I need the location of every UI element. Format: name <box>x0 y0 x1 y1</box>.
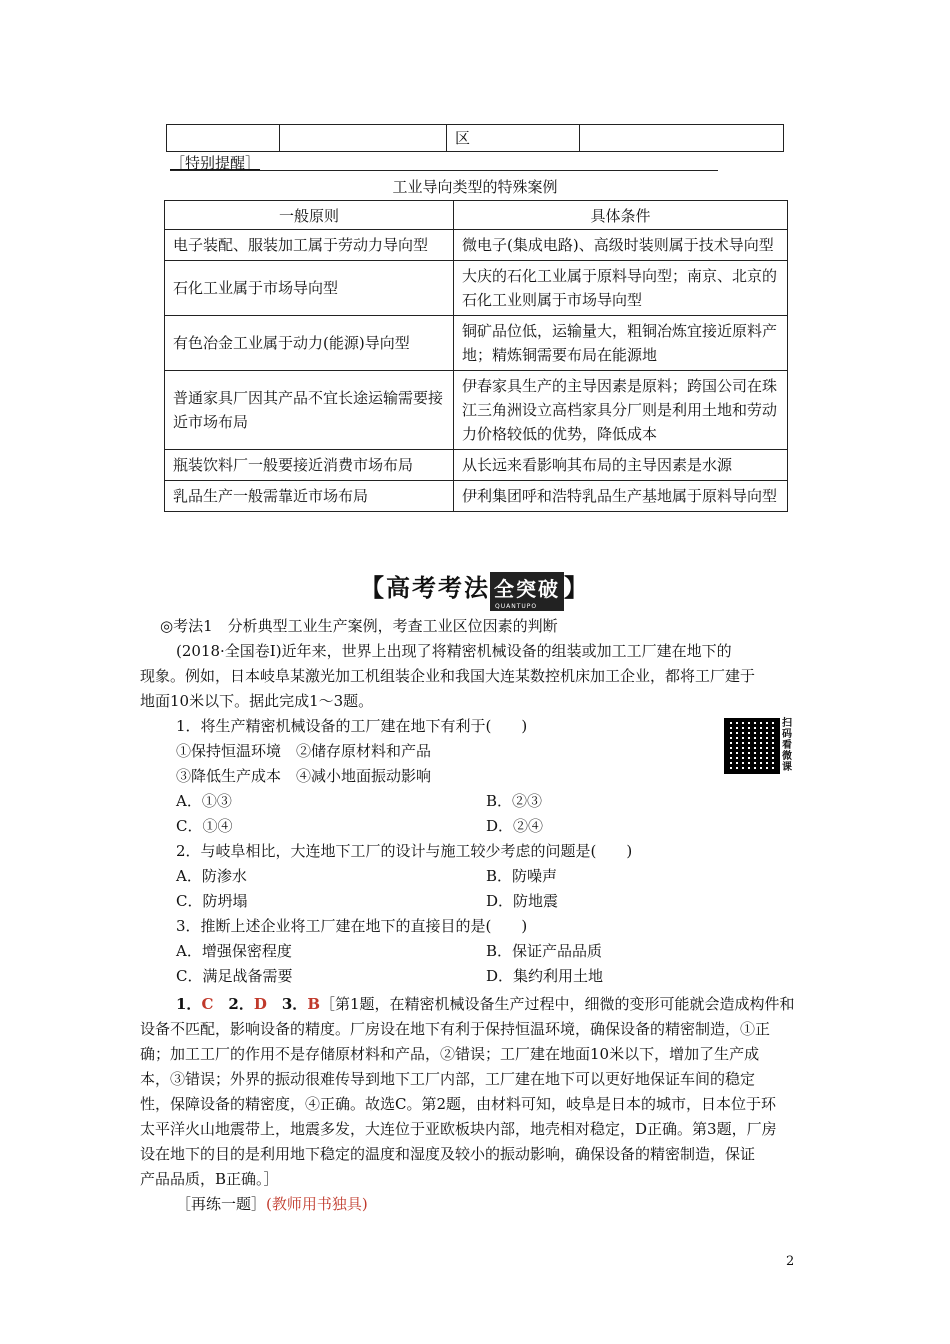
table-cell: 铜矿品位低，运输量大，粗铜冶炼宜接近原料产地；精炼铜需要布局在能源地 <box>454 316 788 371</box>
option-row <box>176 964 820 989</box>
option-a[interactable]: A．增强保密程度 <box>176 942 292 960</box>
question-stem: 2．与岐阜相比，大连地下工厂的设计与施工较少考虑的问题是( ) <box>176 842 633 860</box>
option-row <box>176 789 820 814</box>
table-row <box>165 316 788 371</box>
explanation-line: 确；加工工厂的作用不是存储原材料和产品，②错误；工厂建在地面10米以下，增加了生产成 <box>140 1045 760 1063</box>
option-a[interactable]: A．①③ <box>176 792 232 810</box>
option-a[interactable]: A．防渗水 <box>176 867 247 885</box>
method-section <box>140 614 820 1214</box>
explanation-line: 设备不匹配，影响设备的精度。厂房设在地下有利于保持恒温环境，确保设备的精密制造，①正 <box>140 1020 771 1038</box>
table-row <box>165 261 788 316</box>
option-c[interactable]: C．①④ <box>176 817 233 835</box>
option-b[interactable]: B．②③ <box>486 792 543 810</box>
option-row <box>176 889 820 914</box>
method-title: ◎考法1 分析典型工业生产案例，考查工业区位因素的判断 <box>160 617 558 635</box>
practice-line: ［再练一题］(教师用书独具) <box>176 1195 368 1213</box>
option-d[interactable]: D．②④ <box>486 817 544 835</box>
divider <box>170 170 718 171</box>
table-cell: 从长远来看影响其布局的主导因素是水源 <box>454 450 788 481</box>
option-c[interactable]: C．防坍塌 <box>176 892 248 910</box>
table-cell: 电子装配、服装加工属于劳动力导向型 <box>165 230 454 261</box>
table-caption: 工业导向类型的特殊案例 <box>392 178 558 196</box>
table-cell: 微电子(集成电路)、高级时装则属于技术导向型 <box>454 230 788 261</box>
table-row <box>167 125 784 152</box>
question-stem: 1．将生产精密机械设备的工厂建在地下有利于( ) <box>176 717 528 735</box>
explanation-line: 性，保障设备的精密度，④正确。故选C。第2题，由材料可知，岐阜是日本的城市，日本位于环 <box>140 1095 777 1113</box>
answer-key: 1．C 2．D 3．B［第1题，在精密机械设备生产过程中，细微的变形可能就会造成构件和 <box>176 995 795 1013</box>
option-b[interactable]: B．保证产品品质 <box>486 942 603 960</box>
table-row <box>165 371 788 450</box>
special-reminder-label: ［特别提醒］ <box>170 154 261 172</box>
table-cell: 伊春家具生产的主导因素是原料；跨国公司在珠江三角洲设立高档家具分厂则是利用土地和劳动力价格较低的优势，降低成本 <box>454 371 788 450</box>
table-cell: 大庆的石化工业属于原料导向型；南京、北京的石化工业则属于市场导向型 <box>454 261 788 316</box>
option-d[interactable]: D．集约利用土地 <box>486 967 604 985</box>
option-c[interactable]: C．满足战备需要 <box>176 967 293 985</box>
table-cell <box>280 125 447 152</box>
option-row <box>176 814 820 839</box>
table-cell <box>580 125 784 152</box>
option-d[interactable]: D．防地震 <box>486 892 559 910</box>
option-row <box>176 864 820 889</box>
column-header: 一般原则 <box>165 201 454 230</box>
option-row <box>176 939 820 964</box>
column-header: 具体条件 <box>454 201 788 230</box>
intro-line: 现象。例如，日本岐阜某激光加工机组装企业和我国大连某数控机床加工企业，都将工厂建于 <box>140 667 756 685</box>
case-table <box>164 200 788 512</box>
option-b[interactable]: B．防噪声 <box>486 867 558 885</box>
question-stem: 3．推断上述企业将工厂建在地下的直接目的是( ) <box>176 917 528 935</box>
section-banner: 【高考考法 全突破 QUANTUPO 】 <box>360 574 590 610</box>
table-cell <box>167 125 280 152</box>
explanation-line: 本，③错误；外界的振动很难传导到地下工厂内部，工厂建在地下可以更好地保证车间的稳定 <box>140 1070 756 1088</box>
explanation-line: 太平洋火山地震带上，地震多发，大连位于亚欧板块内部，地壳相对稳定，D正确。第3题，厂房 <box>140 1120 777 1138</box>
top-table <box>166 124 784 152</box>
table-cell: 乳品生产一般需靠近市场布局 <box>165 481 454 512</box>
statement: ③降低生产成本 ④减小地面振动影响 <box>176 767 432 785</box>
qr-code[interactable] <box>724 718 780 774</box>
statement: ①保持恒温环境 ②储存原材料和产品 <box>176 742 432 760</box>
explanation-line: 产品品质，B正确。］ <box>140 1170 279 1188</box>
table-cell: 有色冶金工业属于动力(能源)导向型 <box>165 316 454 371</box>
table-row <box>165 450 788 481</box>
table-cell: 伊利集团呼和浩特乳品生产基地属于原料导向型 <box>454 481 788 512</box>
table-row <box>165 481 788 512</box>
page-number: 2 <box>786 1254 795 1269</box>
table-cell: 普通家具厂因其产品不宜长途运输需要接近市场布局 <box>165 371 454 450</box>
table-header-row <box>165 201 788 230</box>
table-row <box>165 230 788 261</box>
quantupo-badge: 全突破 QUANTUPO <box>490 572 564 611</box>
intro-line: (2018·全国卷Ⅰ)近年来，世界上出现了将精密机械设备的组装或加工工厂建在地下的 <box>176 642 732 660</box>
intro-line: 地面10米以下。据此完成1～3题。 <box>140 692 374 710</box>
qr-label: 扫码看微课 <box>782 718 792 773</box>
table-cell: 石化工业属于市场导向型 <box>165 261 454 316</box>
table-cell: 区 <box>447 125 580 152</box>
explanation-line: 设在地下的目的是利用地下稳定的温度和湿度及较小的振动影响，确保设备的精密制造，保证 <box>140 1145 756 1163</box>
table-cell: 瓶装饮料厂一般要接近消费市场布局 <box>165 450 454 481</box>
